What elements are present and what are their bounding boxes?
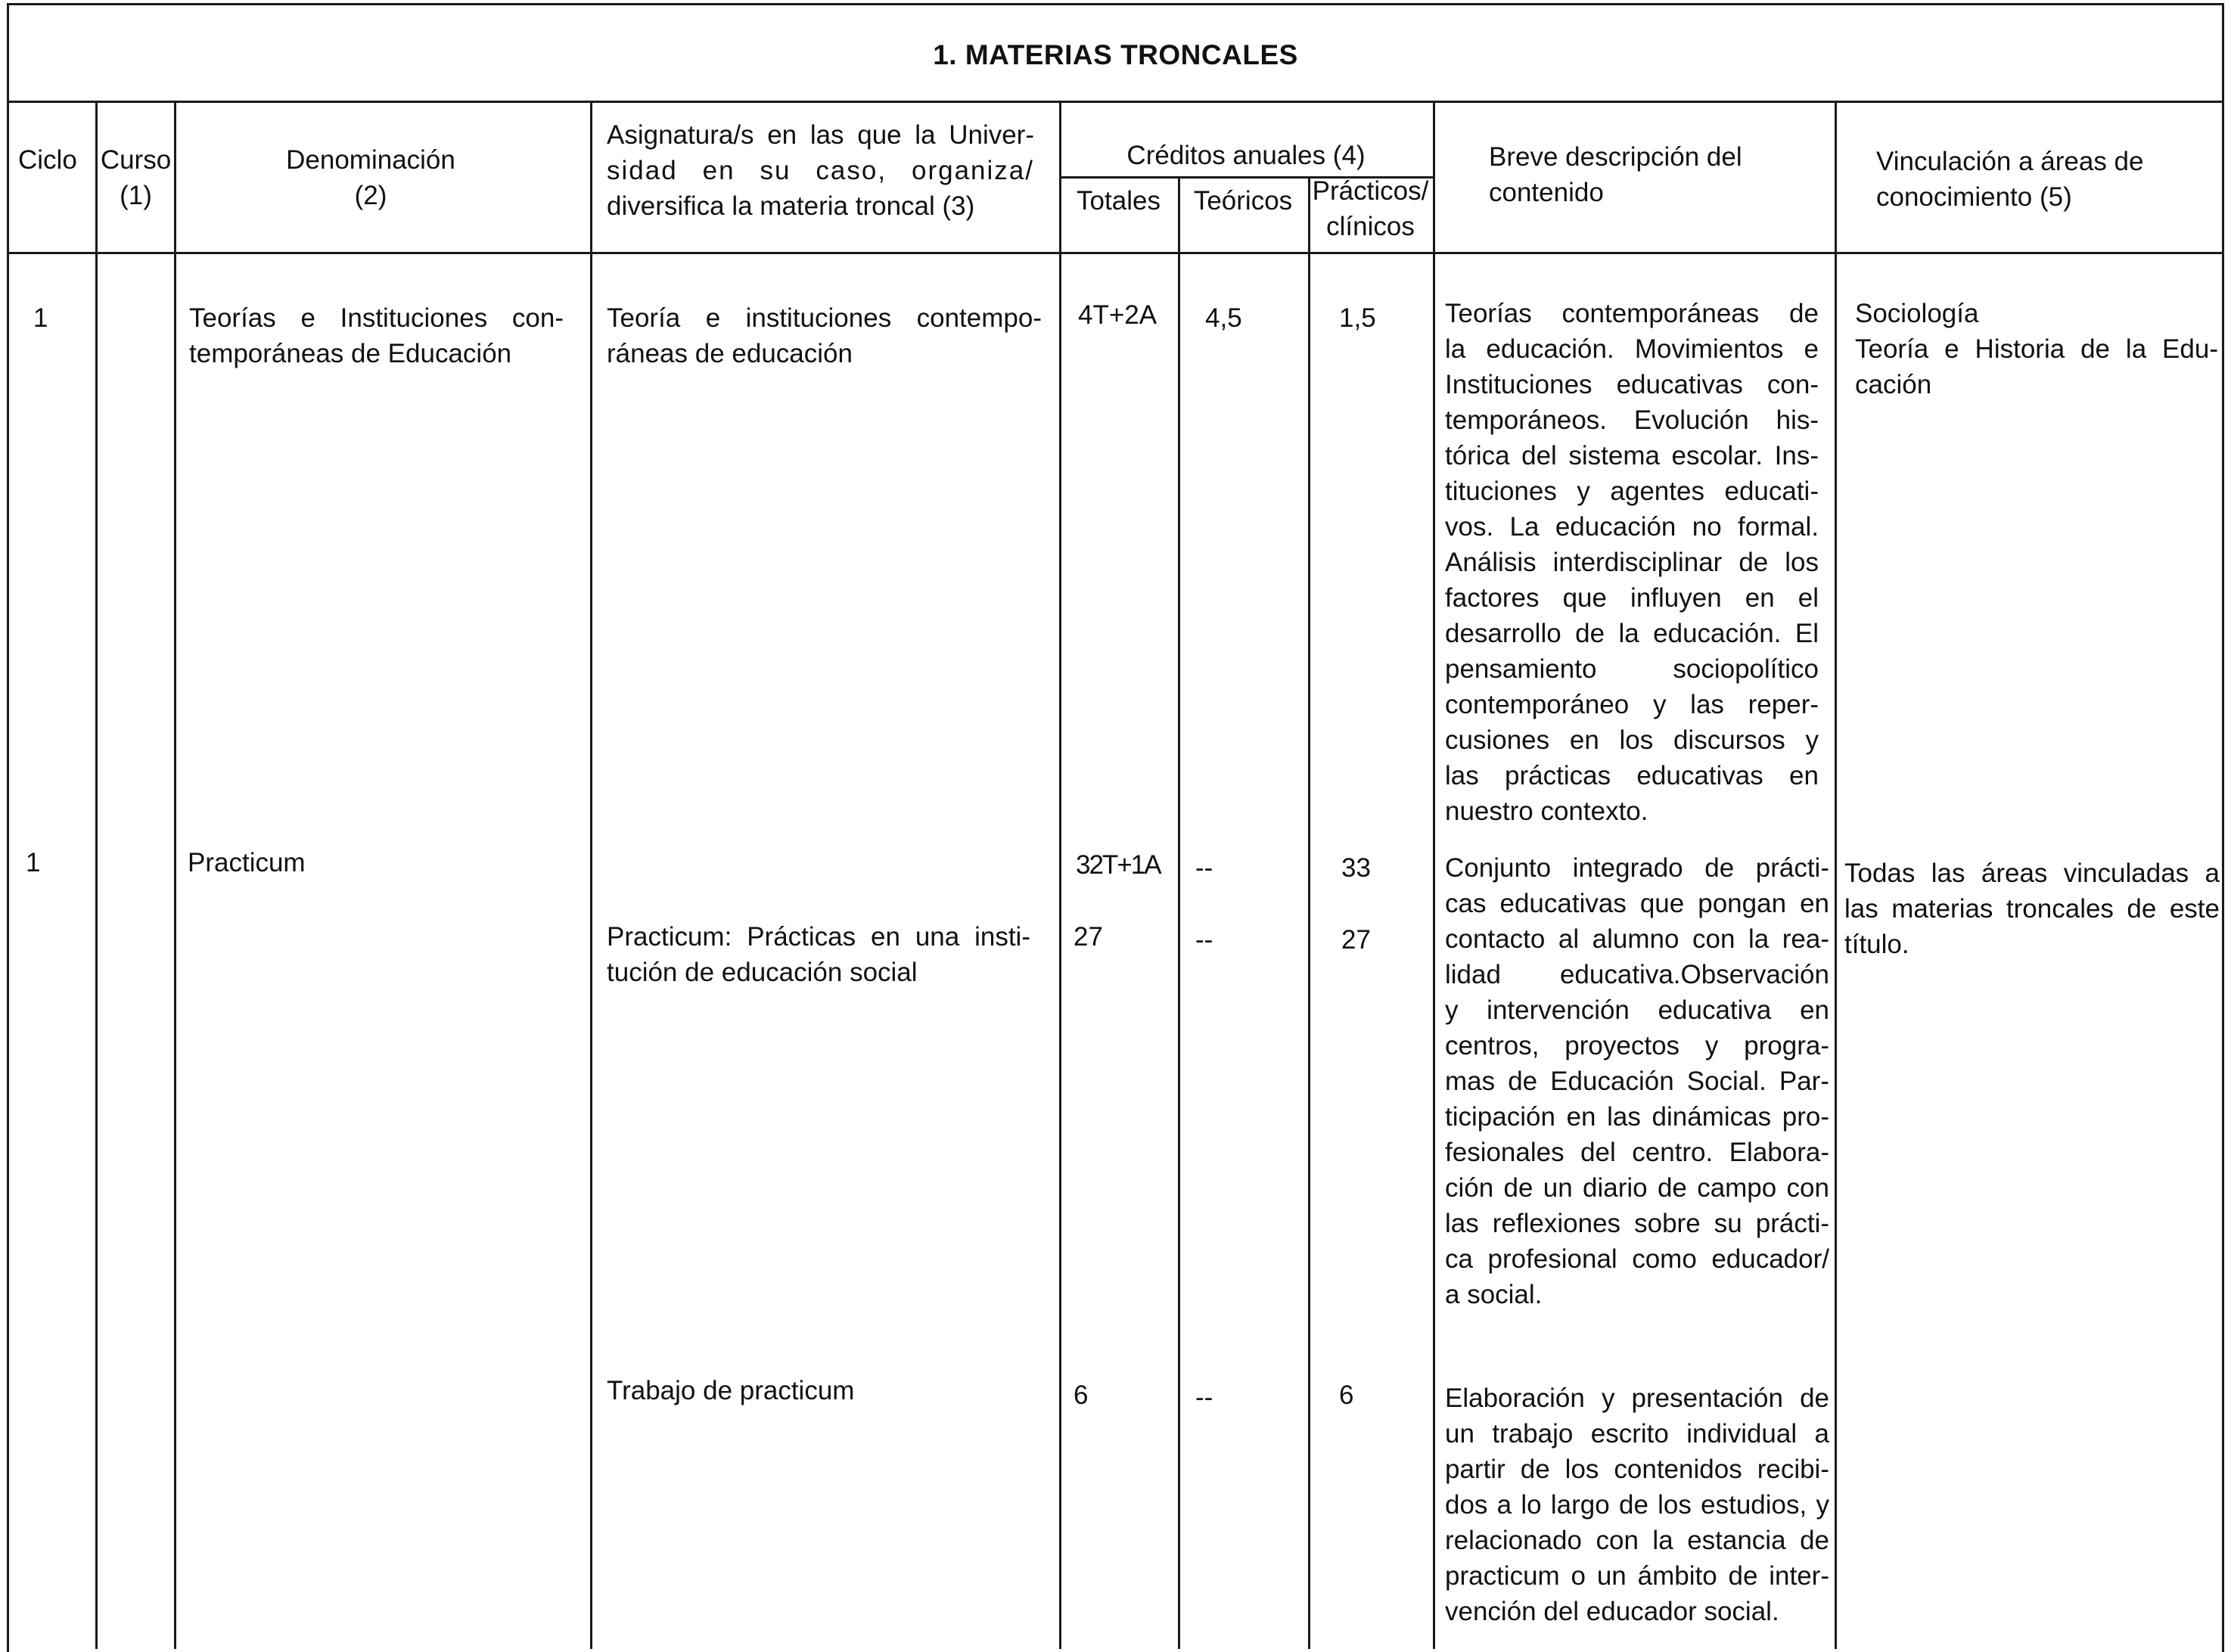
row1-descripcion-line: tórica del sistema escolar. Ins- [1445, 441, 1819, 470]
title-rule [7, 101, 2224, 103]
row2-practicos: 33 [1341, 853, 1371, 883]
row2-teoricos: -- [1195, 853, 1213, 883]
header-vinculacion-line: Vinculación a áreas de [1876, 147, 2144, 176]
row2-vinculacion-line: Todas las áreas vinculadas a [1844, 859, 2220, 888]
header-denominacion-label: Denominación [286, 145, 455, 175]
row2-descripcion-line: centros, proyectos y progra- [1445, 1031, 1829, 1060]
row1-descripcion-line: las prácticas educativas en [1445, 761, 1819, 790]
row1-vinculacion-line: Sociología [1855, 299, 1979, 328]
row1-ciclo: 1 [33, 303, 48, 333]
header-vinculacion [1876, 144, 2144, 215]
row2-descripcion-line: Conjunto integrado de prácti- [1445, 853, 1829, 883]
header-denominacion-note: (2) [354, 181, 387, 210]
row2-descripcion-line: a social. [1445, 1280, 1543, 1309]
col-rule-creditos [1433, 102, 1435, 1649]
header-descripcion-line: Breve descripción del [1489, 142, 1742, 172]
row2-descripcion-line: mas de Educación Social. Par- [1445, 1067, 1829, 1096]
col-rule-descripcion [1835, 102, 1837, 1649]
row1-descripcion-line: cusiones en los discursos y [1445, 725, 1819, 755]
table-frame [7, 3, 2224, 1652]
page-title: 1. MATERIAS TRONCALES [933, 39, 1298, 70]
row2-descripcion-line: ca profesional como educador/ [1445, 1244, 1829, 1274]
row2-descripcion-line: fesionales del centro. Elabora- [1445, 1138, 1829, 1167]
row1-totales: 4T+2A [1078, 300, 1157, 330]
row4-practicos: 6 [1339, 1380, 1354, 1410]
row1-denominacion [189, 300, 564, 371]
row3-asignatura [607, 919, 1030, 990]
row2-vinculacion-line: título. [1844, 930, 1909, 959]
header-practicos-label: Prácticos/ [1312, 176, 1429, 206]
col-rule-denominacion [590, 102, 592, 1649]
row1-descripcion-line: tituciones y agentes educati- [1445, 477, 1819, 506]
row1-descripcion [1445, 296, 1819, 829]
row1-denominacion-line: Teorías e Instituciones con- [189, 303, 564, 333]
row4-descripcion-line: partir de los contenidos recibi- [1445, 1455, 1829, 1484]
row2-ciclo: 1 [26, 848, 41, 877]
row1-vinculacion-line: Teoría e Historia de la Edu- [1855, 334, 2218, 364]
row1-descripcion-line: pensamiento sociopolítico [1445, 654, 1819, 684]
row1-descripcion-line: factores que influyen en el [1445, 583, 1819, 613]
row1-practicos: 1,5 [1339, 303, 1376, 333]
row3-totales: 27 [1074, 922, 1103, 952]
header-curso [95, 142, 176, 213]
header-asignatura-line: diversifica la materia troncal (3) [607, 191, 975, 221]
header-denominacion [174, 142, 567, 213]
row1-teoricos: 4,5 [1205, 303, 1242, 333]
row2-descripcion-line: ción de un diario de campo con [1445, 1173, 1829, 1203]
header-asignatura [607, 117, 1034, 224]
row4-teoricos: -- [1195, 1383, 1213, 1412]
row2-descripcion-line: las reflexiones sobre su prácti- [1445, 1209, 1829, 1238]
row1-asignatura-line: ráneas de educación [607, 339, 853, 368]
header-descripcion-line: contenido [1489, 178, 1604, 207]
row1-descripcion-line: Teorías contemporáneas de [1445, 299, 1819, 328]
row2-descripcion-line: lidad educativa.Observación [1445, 960, 1829, 989]
row4-descripcion-line: un trabajo escrito individual a [1445, 1419, 1829, 1449]
row2-descripcion-line: cas educativas que pongan en [1445, 889, 1829, 918]
row4-descripcion [1445, 1380, 1829, 1629]
row1-descripcion-line: desarrollo de la educación. El [1445, 619, 1819, 648]
header-descripcion [1489, 139, 1742, 210]
header-vinculacion-line: conocimiento (5) [1876, 182, 2072, 212]
row1-descripcion-line: temporáneos. Evolución his- [1445, 405, 1819, 435]
row4-totales: 6 [1074, 1380, 1089, 1410]
row1-denominacion-line: temporáneas de Educación [189, 339, 512, 368]
header-ciclo: Ciclo [18, 145, 77, 175]
row2-descripcion [1445, 850, 1829, 1312]
row3-asignatura-line: Practicum: Prácticas en una insti- [607, 922, 1030, 952]
row1-descripcion-line: nuestro contexto. [1445, 796, 1648, 826]
row2-descripcion-line: ticipación en las dinámicas pro- [1445, 1102, 1829, 1132]
row3-practicos: 27 [1341, 925, 1371, 955]
row2-descripcion-line: contacto al alumno con la rea- [1445, 924, 1829, 954]
row2-denominacion: Practicum [188, 848, 306, 877]
row4-descripcion-line: dos a lo largo de los estudios, y [1445, 1490, 1829, 1520]
row1-asignatura-line: Teoría e instituciones contempo- [607, 303, 1042, 333]
col-rule-ciclo [95, 102, 98, 1649]
col-rule-asignatura [1059, 102, 1061, 1649]
row4-asignatura: Trabajo de practicum [607, 1376, 855, 1405]
header-teoricos: Teóricos [1193, 186, 1293, 216]
row4-descripcion-line: relacionado con la estancia de [1445, 1526, 1829, 1555]
row1-descripcion-line: la educación. Movimientos e [1445, 334, 1819, 364]
header-totales: Totales [1077, 186, 1161, 216]
row1-descripcion-line: vos. La educación no formal. [1445, 512, 1819, 542]
header-asignatura-line: sidad en su caso, organiza/ [607, 156, 1034, 185]
row1-vinculacion-line: cación [1855, 370, 1932, 399]
header-curso-label: Curso [100, 145, 172, 175]
row4-descripcion-line: practicum o un ámbito de inter- [1445, 1561, 1829, 1591]
header-curso-note: (1) [120, 181, 152, 210]
header-practicos [1308, 173, 1433, 244]
row2-descripcion-line: y intervención educativa en [1445, 995, 1829, 1025]
row1-descripcion-line: contemporáneo y las reper- [1445, 690, 1819, 719]
row1-descripcion-line: Instituciones educativas con- [1445, 370, 1819, 399]
header-creditos: Créditos anuales (4) [1126, 141, 1366, 170]
row4-descripcion-line: Elaboración y presentación de [1445, 1383, 1829, 1413]
col-rule-totales [1178, 178, 1180, 1649]
col-rule-curso [174, 102, 176, 1649]
row1-asignatura [607, 300, 1042, 371]
row3-teoricos: -- [1195, 925, 1213, 955]
row1-vinculacion [1855, 296, 2218, 402]
header-asignatura-line: Asignatura/s en las que la Univer- [607, 120, 1034, 150]
row3-asignatura-line: tución de educación social [607, 958, 918, 987]
row2-vinculacion-line: las materias troncales de este [1844, 894, 2220, 924]
header-clinicos-label: clínicos [1326, 212, 1415, 241]
row2-vinculacion [1844, 856, 2220, 962]
row1-descripcion-line: Análisis interdisciplinar de los [1445, 548, 1819, 577]
col-rule-teoricos [1308, 178, 1310, 1649]
row2-totales: 32T+1A [1076, 850, 1161, 880]
header-bottom-rule [7, 252, 2224, 254]
row4-descripcion-line: vención del educador social. [1445, 1597, 1779, 1626]
